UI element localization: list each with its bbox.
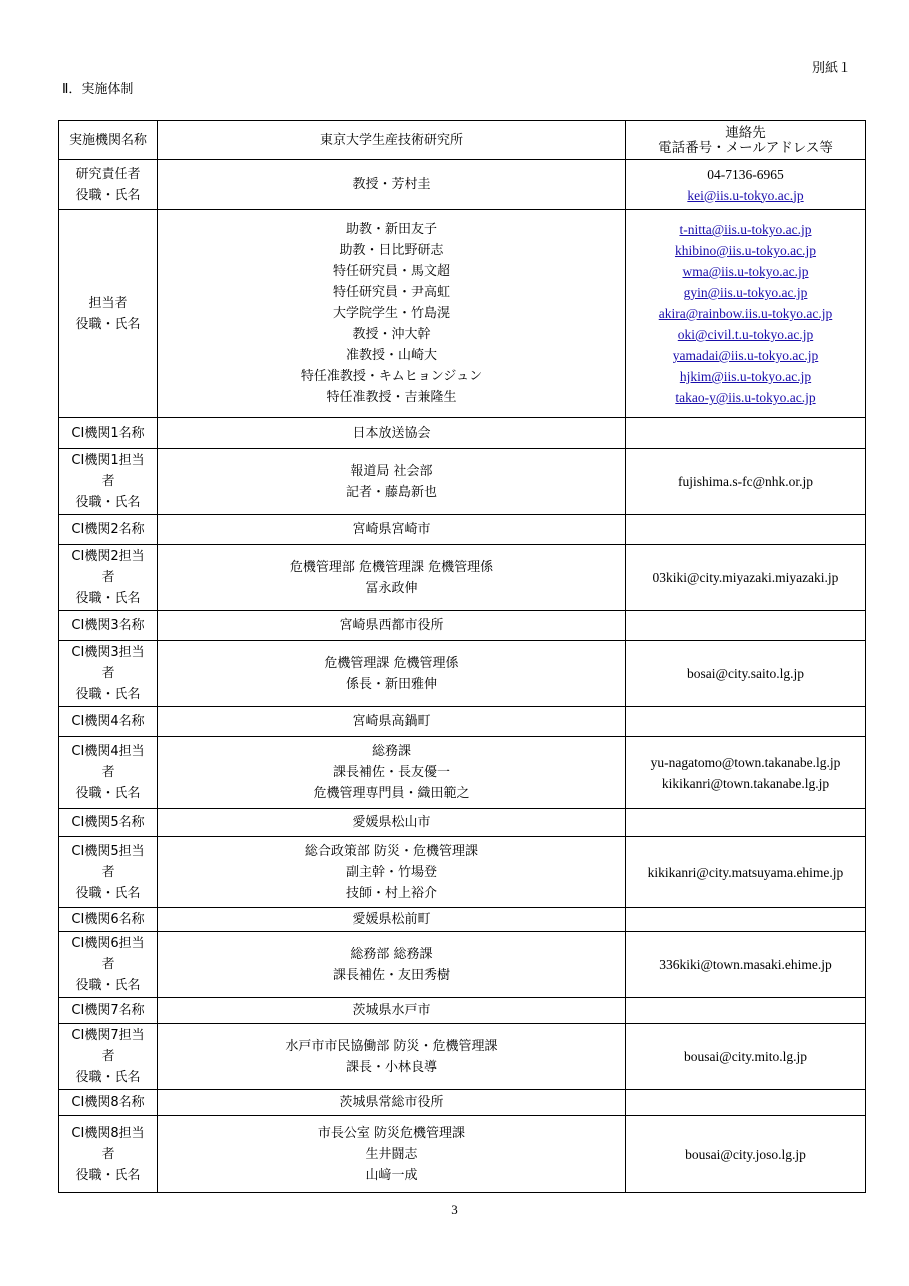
ci-contact-person: 係長・新田雅伸	[345, 676, 437, 692]
ci-contact-person: 総合政策部 防災・危機管理課	[304, 843, 479, 859]
organization-table	[58, 120, 866, 1193]
ci-contact-person: 記者・藤島新也	[345, 484, 437, 500]
staff-email-link[interactable]: khibino@iis.u-tokyo.ac.jp	[674, 243, 817, 258]
ci-contact-persons	[158, 1116, 626, 1193]
staff-email-link[interactable]: t-nitta@iis.u-tokyo.ac.jp	[679, 222, 812, 237]
staff-name: 特任研究員・馬文超	[332, 264, 450, 279]
ci-org-name: 茨城県常総市役所	[158, 1090, 626, 1116]
staff-emails	[626, 210, 866, 418]
ci-contact-row	[59, 1116, 866, 1193]
ci-org-name: 日本放送協会	[158, 418, 626, 449]
ci-name-label: CI機関1名称	[59, 418, 158, 449]
staff-email-link[interactable]: oki@civil.t.u-tokyo.ac.jp	[677, 327, 814, 342]
ci-name-label: CI機関5名称	[59, 809, 158, 837]
staff-name: 特任准教授・吉兼隆生	[326, 390, 457, 405]
ci-contact-person: 危機管理部 危機管理課 危機管理係	[289, 559, 494, 575]
page-number: 3	[451, 1202, 458, 1217]
staff-label	[59, 210, 158, 418]
ci-contact-label	[59, 545, 158, 611]
ci-contact-emails	[626, 545, 866, 611]
ci-contact-persons	[158, 449, 626, 515]
table-header-row	[59, 121, 866, 160]
ci-contact-label	[59, 1024, 158, 1090]
ci-contact-person: 報道局 社会部	[350, 463, 433, 479]
ci-org-name: 宮崎県西都市役所	[158, 611, 626, 641]
ci-org-contact-empty	[626, 611, 866, 641]
ci-contact-person: 水戸市市民協働部 防災・危機管理課	[285, 1038, 498, 1054]
ci-name-row	[59, 1090, 866, 1116]
ci-contact-persons	[158, 737, 626, 809]
header-contact-line2: 電話番号・メールアドレス等	[658, 140, 833, 155]
ci-contact-label-line: 役職・氏名	[75, 786, 141, 801]
ci-contact-person: 危機管理専門員・織田範之	[313, 786, 470, 801]
header-contact-line1: 連絡先	[725, 125, 766, 140]
ci-org-name: 愛媛県松山市	[158, 809, 626, 837]
ci-contact-email: bousai@city.mito.lg.jp	[684, 1049, 807, 1064]
ci-contact-email: 03kiki@city.miyazaki.miyazaki.jp	[652, 570, 839, 585]
ci-name-label: CI機関8名称	[59, 1090, 158, 1116]
ci-contact-person: 生井闘志	[365, 1146, 418, 1162]
ci-name-row	[59, 998, 866, 1024]
ci-contact-person: 市長公室 防災危機管理課	[317, 1125, 466, 1141]
ci-org-name: 愛媛県松前町	[158, 908, 626, 932]
ci-contact-label	[59, 737, 158, 809]
ci-contact-label-line: CI機関3担当	[71, 645, 145, 660]
ci-org-contact-empty	[626, 809, 866, 837]
staff-name: 大学院学生・竹島滉	[332, 306, 450, 321]
ci-contact-label-line: 役職・氏名	[75, 885, 141, 901]
ci-contact-label-line: 者	[101, 570, 115, 585]
ci-contact-person: 技師・村上裕介	[345, 885, 437, 901]
staff-label-line2: 役職・氏名	[75, 316, 141, 332]
ci-contact-email: bosai@city.saito.lg.jp	[687, 666, 804, 681]
pi-name: 教授・芳村圭	[158, 160, 626, 210]
ci-org-name: 宮崎県宮崎市	[158, 515, 626, 545]
ci-contact-emails	[626, 641, 866, 707]
ci-contact-persons	[158, 837, 626, 908]
ci-contact-label-line: 者	[101, 666, 115, 681]
ci-org-name: 宮崎県高鍋町	[158, 707, 626, 737]
staff-name: 助教・新田友子	[345, 222, 437, 237]
ci-contact-label-line: CI機関6担当	[71, 936, 145, 951]
header-org-name: 東京大学生産技術研究所	[158, 121, 626, 160]
staff-email-link[interactable]: yamadai@iis.u-tokyo.ac.jp	[672, 348, 819, 363]
pi-email-link[interactable]: kei@iis.u-tokyo.ac.jp	[687, 187, 804, 203]
ci-contact-email: kikikanri@town.takanabe.lg.jp	[661, 775, 830, 791]
pi-label	[59, 160, 158, 210]
ci-contact-row	[59, 449, 866, 515]
pi-row	[59, 160, 866, 210]
ci-org-contact-empty	[626, 998, 866, 1024]
header-contact	[626, 121, 866, 160]
ci-name-row	[59, 418, 866, 449]
ci-contact-label	[59, 1116, 158, 1193]
ci-contact-label-line: 者	[101, 1146, 115, 1162]
pi-label-line1: 研究責任者	[75, 166, 141, 182]
ci-contact-person: 総務課	[371, 744, 411, 759]
ci-contact-row	[59, 932, 866, 998]
ci-contact-email: yu-nagatomo@town.takanabe.lg.jp	[650, 754, 841, 770]
ci-contact-label-line: 者	[101, 957, 115, 972]
ci-contact-row	[59, 545, 866, 611]
ci-contact-label-line: CI機関5担当	[71, 843, 145, 859]
section-title: Ⅱ．実施体制	[62, 82, 134, 97]
ci-org-name: 茨城県水戸市	[158, 998, 626, 1024]
staff-email-link[interactable]: takao-y@iis.u-tokyo.ac.jp	[675, 390, 816, 405]
ci-contact-label-line: CI機関8担当	[71, 1125, 145, 1141]
staff-email-link[interactable]: gyin@iis.u-tokyo.ac.jp	[683, 285, 808, 300]
ci-contact-label-line: 役職・氏名	[75, 687, 141, 702]
ci-contact-label-line: CI機関4担当	[71, 744, 145, 759]
ci-contact-label-line: 者	[101, 1049, 115, 1064]
ci-contact-email: 336kiki@town.masaki.ehime.jp	[659, 957, 832, 972]
ci-name-row	[59, 707, 866, 737]
ci-contact-email: kikikanri@city.matsuyama.ehime.jp	[647, 864, 844, 880]
pi-phone: 04-7136-6965	[707, 166, 784, 182]
ci-contact-emails	[626, 837, 866, 908]
attachment-label: 別紙１	[811, 61, 851, 76]
staff-name: 教授・沖大幹	[352, 327, 431, 342]
ci-contact-label-line: CI機関7担当	[71, 1028, 145, 1043]
ci-name-row	[59, 515, 866, 545]
staff-label-line1: 担当者	[88, 295, 128, 311]
ci-org-contact-empty	[626, 1090, 866, 1116]
staff-name: 特任准教授・キムヒョンジュン	[300, 369, 483, 384]
ci-org-contact-empty	[626, 418, 866, 449]
ci-name-row	[59, 809, 866, 837]
staff-email-link[interactable]: hjkim@iis.u-tokyo.ac.jp	[679, 369, 812, 384]
ci-contact-label-line: 役職・氏名	[75, 495, 141, 510]
ci-contact-email: bousai@city.joso.lg.jp	[685, 1146, 806, 1162]
ci-contact-row	[59, 837, 866, 908]
ci-contact-label	[59, 837, 158, 908]
ci-contact-emails	[626, 932, 866, 998]
ci-org-contact-empty	[626, 515, 866, 545]
staff-name: 准教授・山崎大	[345, 348, 437, 363]
ci-name-label: CI機関6名称	[59, 908, 158, 932]
ci-contact-label-line: 役職・氏名	[75, 978, 141, 993]
ci-org-contact-empty	[626, 707, 866, 737]
ci-contact-label-line: 者	[101, 864, 115, 880]
ci-contact-person: 課長・小林良導	[345, 1059, 437, 1075]
ci-contact-persons	[158, 932, 626, 998]
pi-label-line2: 役職・氏名	[75, 187, 141, 203]
ci-name-label: CI機関2名称	[59, 515, 158, 545]
ci-name-label: CI機関4名称	[59, 707, 158, 737]
ci-contact-row	[59, 641, 866, 707]
ci-contact-emails	[626, 449, 866, 515]
ci-contact-person: 冨永政伸	[365, 580, 418, 596]
ci-contact-person: 課長補佐・友田秀樹	[332, 967, 450, 983]
staff-name: 特任研究員・尹高虹	[332, 285, 450, 300]
ci-name-row	[59, 611, 866, 641]
ci-contact-label-line: 役職・氏名	[75, 591, 141, 606]
ci-name-row	[59, 908, 866, 932]
ci-contact-persons	[158, 641, 626, 707]
ci-contact-row	[59, 1024, 866, 1090]
ci-contact-label	[59, 641, 158, 707]
ci-contact-persons	[158, 545, 626, 611]
ci-contact-persons	[158, 1024, 626, 1090]
staff-row	[59, 210, 866, 418]
ci-name-label: CI機関3名称	[59, 611, 158, 641]
ci-contact-person: 山﨑一成	[365, 1167, 418, 1183]
ci-contact-email: fujishima.s-fc@nhk.or.jp	[677, 474, 814, 489]
ci-contact-emails	[626, 737, 866, 809]
ci-contact-person: 課長補佐・長友優一	[332, 765, 450, 780]
ci-name-label: CI機関7名称	[59, 998, 158, 1024]
ci-contact-emails	[626, 1024, 866, 1090]
ci-org-contact-empty	[626, 908, 866, 932]
ci-contact-emails	[626, 1116, 866, 1193]
staff-name: 助教・日比野研志	[339, 243, 444, 258]
pi-contact	[626, 160, 866, 210]
ci-contact-label-line: 役職・氏名	[75, 1070, 141, 1085]
ci-contact-person: 副主幹・竹場登	[345, 864, 437, 880]
ci-contact-label	[59, 449, 158, 515]
ci-contact-label-line: 役職・氏名	[75, 1167, 141, 1183]
staff-email-link[interactable]: wma@iis.u-tokyo.ac.jp	[682, 264, 809, 279]
ci-contact-person: 総務部 総務課	[350, 946, 433, 962]
header-org-label: 実施機関名称	[59, 121, 158, 160]
ci-contact-row	[59, 737, 866, 809]
ci-contact-label-line: 者	[101, 765, 115, 780]
staff-names	[158, 210, 626, 418]
ci-contact-label-line: CI機関2担当	[71, 549, 145, 564]
ci-contact-label-line: 者	[101, 474, 115, 489]
ci-contact-label	[59, 932, 158, 998]
ci-contact-person: 危機管理課 危機管理係	[324, 655, 459, 671]
staff-email-link[interactable]: akira@rainbow.iis.u-tokyo.ac.jp	[658, 306, 833, 321]
ci-contact-label-line: CI機関1担当	[71, 453, 145, 468]
